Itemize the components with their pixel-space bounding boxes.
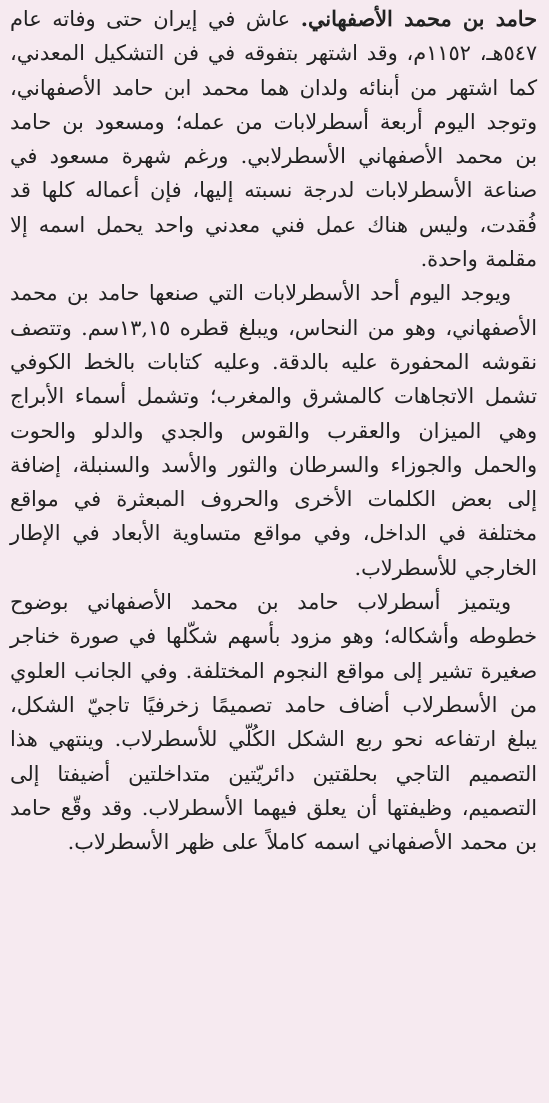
paragraph-2: ويوجد اليوم أحد الأسطرلابات التي صنعها حامد بن محمد الأصفهاني، وهو من النحاس، ويبلغ قطره ١٣,١٥سم. وتتصف نقوشه المحفورة عليه بالدقة. وعليه كتابات بالخط الكوفي تشمل الاتجاهات كالمشرق والمغرب؛ وتشمل أسماء الأبراج وهي الميزان والعقرب والقوس والجدي والدلو والحوت والحمل والجوزاء والسرطان والثور والأسد والسنبلة، إضافة إلى بعض الكلمات الأخرى والحروف المبعثرة في مواقع مختلفة في الداخل، وفي مواقع متساوية الأبعاد في الإطار الخارجي للأسطرلاب. xyxy=(10,281,537,580)
paragraph-1-text: عاش في إيران حتى وفاته عام ٥٤٧هـ، ١١٥٢م، وقد اشتهر بتفوقه في فن التشكيل المعدني، كما اشتهر من أبنائه ولدان هما محمد ابن حامد الأصفهاني، وتوجد اليوم أربعة أسطرلابات من عمله؛ ومسعود بن حامد بن محمد الأصفهاني الأسطرلابي. ورغم شهرة مسعود في صناعة الأسطرلابات لدرجة نسبته إليها، فإن أعماله كلها قد فُقدت، وليس هناك عمل فني معدني واحد يحمل اسمه إلا مقلمة واحدة. xyxy=(10,7,537,272)
paragraph-3: ويتميز أسطرلاب حامد بن محمد الأصفهاني بوضوح خطوطه وأشكاله؛ وهو مزود بأسهم شكّلها في صورة خناجر صغيرة تشير إلى مواقع النجوم المختلفة. وفي الجانب العلوي من الأسطرلاب أضاف حامد تصميمًا زخرفيًا تاجيّ الشكل، يبلغ ارتفاعه نحو ربع الشكل الكُلّي للأسطرلاب. وينتهي هذا التصميم التاجي بحلقتين دائريّتين متداخلتين أضيفتا إلى التصميم، وظيفتها أن يعلق فيهما الأسطرلاب. وقد وقّع حامد بن محمد الأصفهاني اسمه كاملاً على ظهر الأسطرلاب. xyxy=(10,590,537,855)
lead-name: حامد بن محمد الأصفهاني. xyxy=(300,6,537,31)
paragraph-1 xyxy=(10,2,537,276)
